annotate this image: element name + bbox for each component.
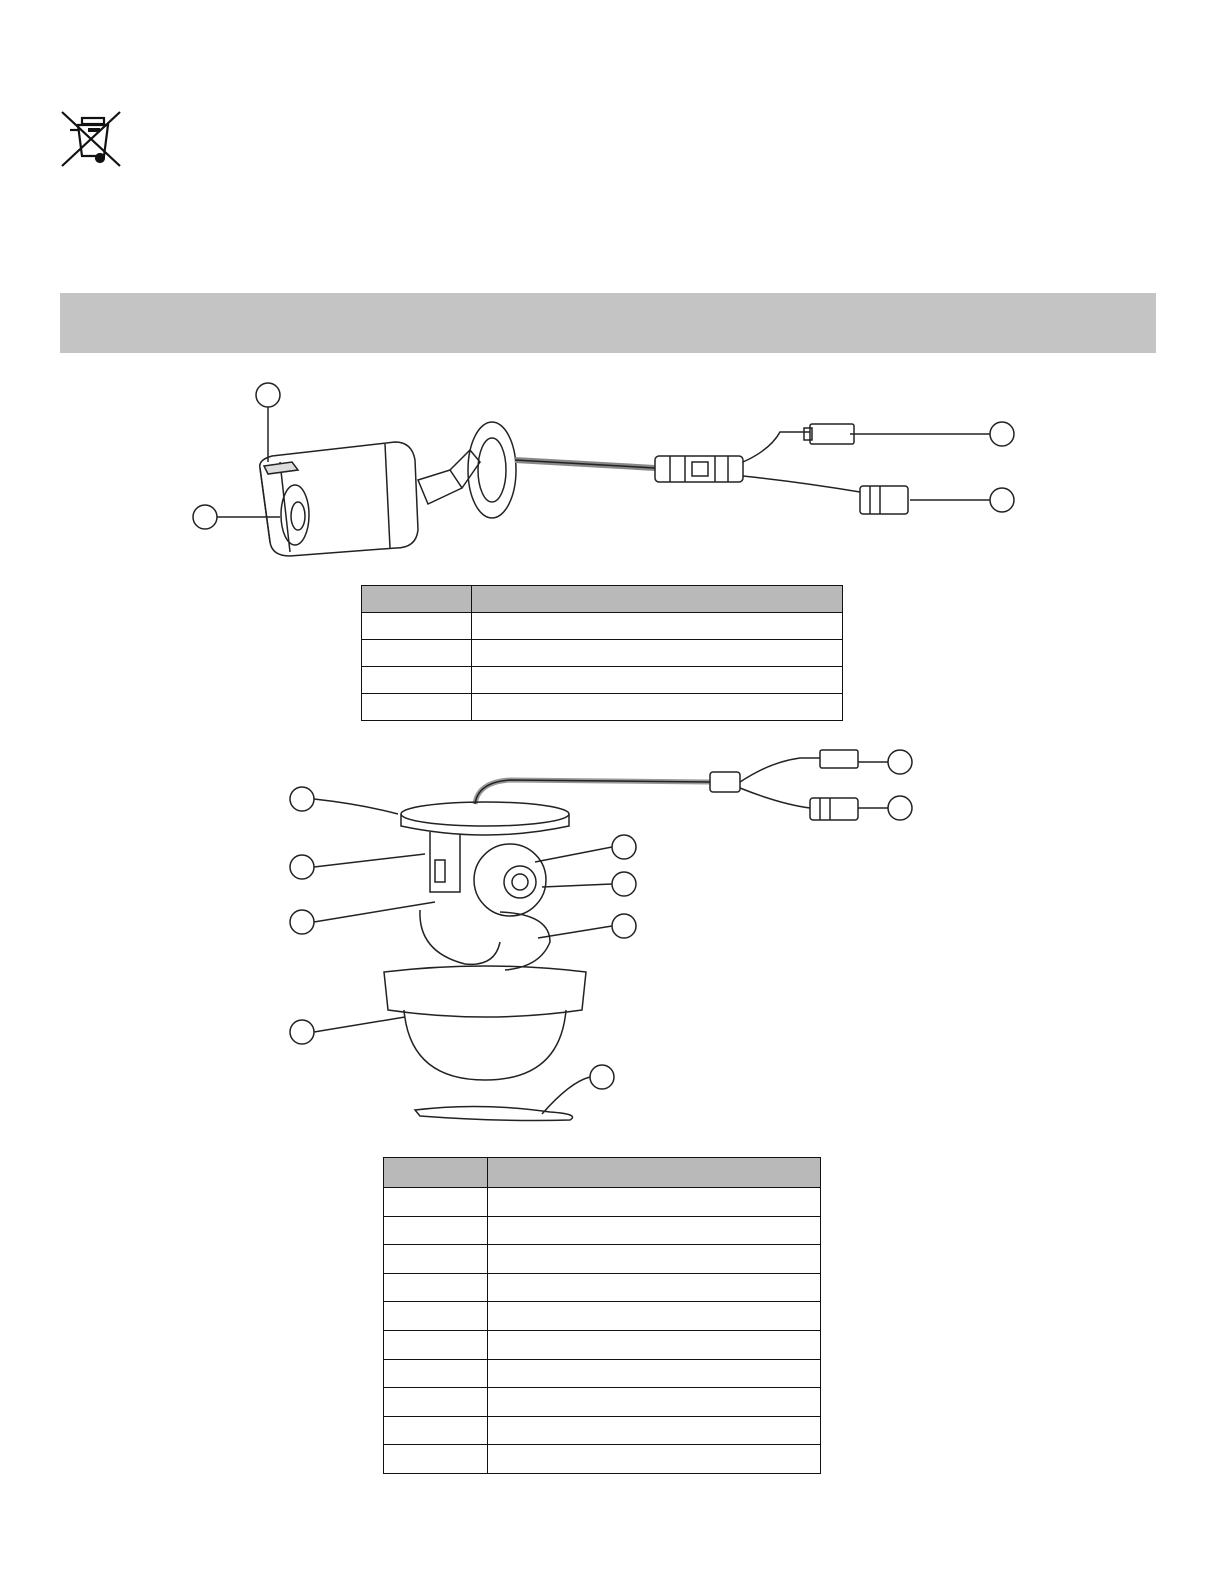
table-row <box>384 1245 821 1274</box>
table-row <box>384 1330 821 1359</box>
table-cell <box>362 640 472 667</box>
table-cell <box>384 1188 488 1217</box>
table-cell <box>384 1388 488 1417</box>
table-row <box>384 1445 821 1474</box>
table-cell <box>362 694 472 721</box>
callout-marker <box>193 505 217 529</box>
callout-marker <box>990 422 1014 446</box>
table-cell <box>488 1245 821 1274</box>
table-cell <box>384 1330 488 1359</box>
table-cell <box>488 1330 821 1359</box>
table-cell <box>384 1273 488 1302</box>
header-cell <box>362 586 472 613</box>
callout-marker <box>256 383 280 407</box>
crossed-out-wheelie-bin-icon <box>58 108 124 170</box>
table-cell <box>472 613 843 640</box>
table-row <box>384 1416 821 1445</box>
callout-marker <box>612 835 636 859</box>
table-cell <box>472 640 843 667</box>
table-row <box>384 1302 821 1331</box>
table-cell <box>488 1188 821 1217</box>
table-row <box>362 694 843 721</box>
callout-marker <box>888 796 912 820</box>
section-header-bar <box>60 293 1156 353</box>
callout-marker <box>990 488 1014 512</box>
table-cell <box>384 1445 488 1474</box>
header-cell <box>384 1158 488 1188</box>
callout-marker <box>612 872 636 896</box>
table-row <box>362 640 843 667</box>
table-cell <box>472 667 843 694</box>
dome-camera-exploded-diagram <box>280 742 940 1142</box>
table-header-row <box>362 586 843 613</box>
table-row <box>384 1273 821 1302</box>
callout-marker <box>290 1020 314 1044</box>
table-cell <box>488 1216 821 1245</box>
table-row <box>384 1216 821 1245</box>
table-cell <box>488 1273 821 1302</box>
callout-marker <box>612 914 636 938</box>
table-cell <box>362 613 472 640</box>
table-row <box>362 667 843 694</box>
table-cell <box>384 1359 488 1388</box>
callout-marker <box>590 1065 614 1089</box>
table-cell <box>472 694 843 721</box>
table-header-row <box>384 1158 821 1188</box>
table-cell <box>488 1302 821 1331</box>
header-cell <box>472 586 843 613</box>
table-row <box>384 1188 821 1217</box>
callout-marker <box>290 910 314 934</box>
callout-marker <box>888 750 912 774</box>
header-cell <box>488 1158 821 1188</box>
table-cell <box>488 1416 821 1445</box>
table-cell <box>362 667 472 694</box>
callout-marker <box>290 855 314 879</box>
table-row <box>362 613 843 640</box>
table-row <box>384 1359 821 1388</box>
bullet-camera-diagram <box>180 370 1060 570</box>
table-cell <box>488 1445 821 1474</box>
table-cell <box>488 1359 821 1388</box>
table-cell <box>384 1216 488 1245</box>
table-cell <box>384 1245 488 1274</box>
dome-parts-table <box>383 1157 821 1474</box>
bullet-parts-table <box>361 585 843 721</box>
callout-marker <box>290 787 314 811</box>
table-cell <box>384 1302 488 1331</box>
table-cell <box>488 1388 821 1417</box>
table-cell <box>384 1416 488 1445</box>
table-row <box>384 1388 821 1417</box>
